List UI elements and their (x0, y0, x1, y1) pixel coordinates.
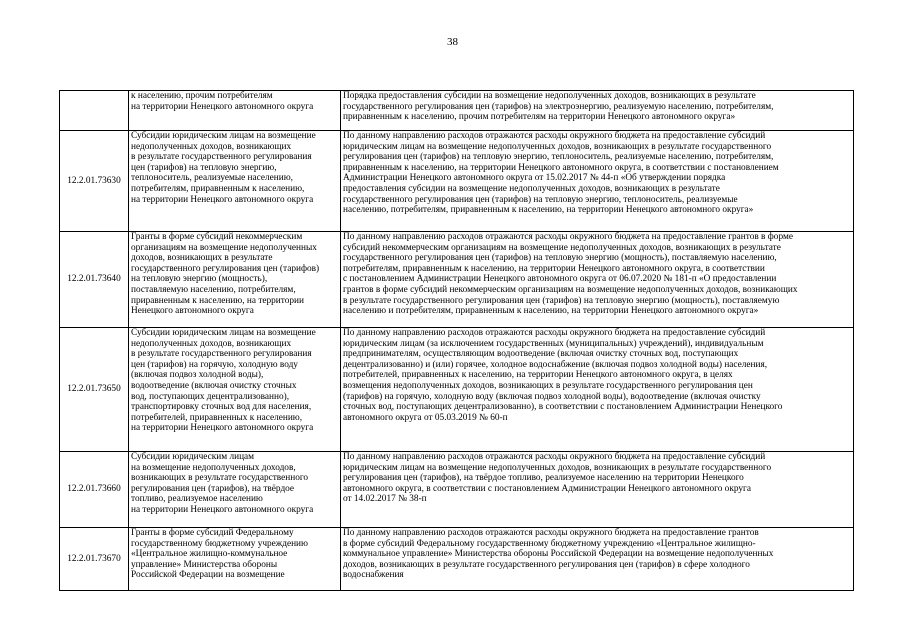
row-description: По данному направлению расходов отражаются расходы окружного бюджета на предоставление субсидий юридическим лицам (за исключением государственных (муниципальных) учреждений), индивидуальным предпринимателям, осуществляющим водоотведение (включая очистку сточных вод, поступающих децентрализованно) и (или) горячее, холодное водоснабжение (включая подвоз холодной воды) населения, потребителей, приравненных к населению, на территории Ненецкого автономного округа, в целях возмещения недополученных доходов, возникающих в результате государственного регулирования цен (тарифов) на горячую, холодную воду (включая подвоз холодной воды), водоотведение (включая очистку сточных вод, поступающих децентрализованно), в соответствии с постановлением Администрации Ненецкого автономного округа от 05.03.2019 № 60-п (341, 328, 854, 452)
row-code: 12.2.01.73670 (60, 528, 129, 591)
row-name: Гранты в форме субсидий Федеральному государственному бюджетному учреждению «Центральное жилищно-коммунальное управление» Министерства обороны Российской Федерации на возмещение (129, 528, 341, 591)
row-description: По данному направлению расходов отражаются расходы окружного бюджета на предоставление грантов в форме субсидий некоммерческим организациям на возмещение недополученных доходов, возникающих в результате государственного регулирования цен (тарифов) на тепловую энергию (мощность), поставляемую населению, потребителям, приравненным к населению, на территории Ненецкого автономного округа, в соответствии с постановлением Администрации Ненецкого автономного округа от 06.07.2020 № 181-п «О предоставлении грантов в форме субсидий некоммерческим организациям на возмещение недополученных доходов, возникающих в результате государственного регулирования цен (тарифов) на тепловую энергию (мощность), поставляемую населению и потребителям, приравненным к населению, на территории Ненецкого автономного округа» (341, 232, 854, 328)
table-row (60, 328, 854, 452)
row-description: По данному направлению расходов отражаются расходы окружного бюджета на предоставление грантов в форме субсидий Федеральному государственному бюджетному учреждению «Центральное жилищно- коммунальное управление» Министерства обороны Российской Федерации на возмещение недополученных доходов, возникающих в результате государственного регулирования цен (тарифов) в сфере холодного водоснабжения (341, 528, 854, 591)
table-row (60, 232, 854, 328)
row-code: 12.2.01.73630 (60, 131, 129, 232)
page-number: 38 (447, 36, 458, 48)
row-code: 12.2.01.73640 (60, 232, 129, 328)
row-name: Субсидии юридическим лицам на возмещение недополученных доходов, возникающих в результате государственного регулирования цен (тарифов) на горячую, холодную воду (включая подвоз холодной воды), водоотведение (включая очистку сточных вод, поступающих децентрализованно), транспортировку сточных вод для населения, потребителей, приравненных к населению, на территории Ненецкого автономного округа (129, 328, 341, 452)
row-description: По данному направлению расходов отражаются расходы окружного бюджета на предоставление субсидий юридическим лицам на возмещение недополученных доходов, возникающих в результате государственного регулирования цен (тарифов) на тепловую энергию, теплоноситель, реализуемые населению, потребителям, приравненным к населению, на территории Ненецкого автономного округа, в соответствии с постановлением Администрации Ненецкого автономного округа от 15.02.2017 № 44-п «Об утверждении порядка предоставления субсидии на возмещение недополученных доходов, возникающих в результате государственного регулирования цен (тарифов) на тепловую энергию, теплоноситель, реализуемые населению, потребителям, приравненным к населению, на территории Ненецкого автономного округа» (341, 131, 854, 232)
row-description: Порядка предоставления субсидии на возмещение недополученных доходов, возникающих в результате государственного регулирования цен (тарифов) на электроэнергию, реализуемую населению, потребителям, приравненным к населению, прочим потребителям на территории Ненецкого автономного округа» (341, 91, 854, 131)
row-code (60, 91, 129, 131)
row-code: 12.2.01.73660 (60, 452, 129, 528)
row-name: Субсидии юридическим лицам на возмещение недополученных доходов, возникающих в результате государственного регулирования цен (тарифов) на тепловую энергию, теплоноситель, реализуемые населению, потребителям, приравненным к населению, на территории Ненецкого автономного округа (129, 131, 341, 232)
row-name: Гранты в форме субсидий некоммерческим организациям на возмещение недополученных доходов, возникающих в результате государственного регулирования цен (тарифов) на тепловую энергию (мощность), поставляемую населению, потребителям, приравненным к населению, на территории Ненецкого автономного округа (129, 232, 341, 328)
row-description: По данному направлению расходов отражаются расходы окружного бюджета на предоставление субсидий юридическим лицам на возмещение недополученных доходов, возникающих в результате государственного регулирования цен (тарифов), на твёрдое топливо, реализуемое населению на территории Ненецкого автономного округа, в соответствии с постановлением Администрации Ненецкого автономного округа от 14.02.2017 № 38-п (341, 452, 854, 528)
row-name: к населению, прочим потребителям на территории Ненецкого автономного округа (129, 91, 341, 131)
table-row (60, 528, 854, 591)
row-code: 12.2.01.73650 (60, 328, 129, 452)
table-row (60, 91, 854, 131)
table-row (60, 131, 854, 232)
table-row (60, 452, 854, 528)
expense-direction-table (59, 90, 854, 591)
row-name: Субсидии юридическим лицам на возмещение недополученных доходов, возникающих в результате государственного регулирования цен (тарифов), на твёрдое топливо, реализуемое населению на территории Ненецкого автономного округа (129, 452, 341, 528)
